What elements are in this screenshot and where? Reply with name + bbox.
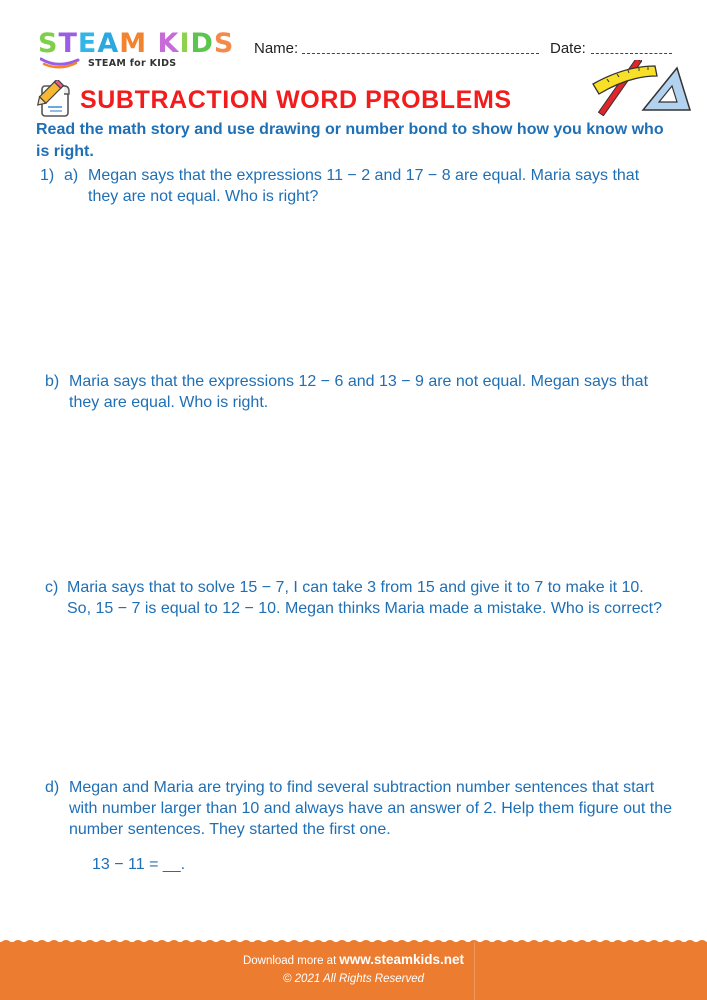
instructions: Read the math story and use drawing or number bond to show how you know who is right. — [36, 121, 664, 160]
question-c — [45, 577, 670, 619]
date-label: Date: — [550, 40, 586, 57]
logo-letter — [147, 30, 157, 58]
question-b — [45, 371, 670, 413]
footer — [0, 942, 707, 1000]
example-equation: 13 − 11 = __. — [92, 856, 186, 873]
question-label: b) — [45, 373, 60, 390]
logo-letter: E — [77, 28, 98, 59]
question-text-content: Megan says that the expressions 11 − 2 and 17 − 8 are equal. Maria says that they are not equal. Who is right? — [88, 167, 640, 205]
logo-wordmark — [38, 30, 234, 58]
name-label: Name: — [254, 40, 299, 57]
page-title: SUBTRACTION WORD PROBLEMS — [80, 86, 512, 114]
logo-letter: M — [119, 28, 148, 59]
logo-tagline: STEAM for KIDS — [88, 58, 177, 69]
copyright: © 2021 All Rights Reserved — [282, 973, 424, 985]
question-label: a) — [64, 167, 79, 184]
logo-swoosh-icon — [40, 57, 80, 69]
logo-letter: T — [58, 28, 78, 59]
name-field[interactable] — [302, 53, 539, 54]
logo-letter: K — [157, 28, 180, 59]
question-label: d) — [45, 779, 60, 796]
worksheet-pencil-icon — [34, 80, 74, 120]
logo-letter: D — [190, 28, 214, 59]
logo-letter: A — [97, 28, 120, 59]
footer-divider — [474, 942, 475, 1000]
site-link[interactable]: www.steamkids.net — [339, 952, 465, 967]
question-text: Maria says that to solve 15 − 7, I can take 3 from 15 and give it to 7 to make it 10. So, 15 − 7 is equal to 12 − 10. Megan thinks Maria made a mistake. Who is correct? — [67, 579, 662, 617]
download-prefix: Download more at — [242, 955, 337, 967]
question-d — [45, 777, 675, 840]
question-label: c) — [45, 579, 59, 596]
footer-download — [0, 952, 707, 967]
question-number: 1) — [40, 167, 55, 184]
question-text: Megan and Maria are trying to find several subtraction number sentences that start with number larger than 10 and always have an answer of 2. Help them figure out the number sentences. They started the first one. — [69, 779, 673, 838]
question-a — [40, 165, 670, 207]
question-text — [40, 165, 670, 207]
logo-letter: I — [179, 28, 191, 59]
logo-letter: S — [213, 28, 235, 59]
question-text: Maria says that the expressions 12 − 6 and 13 − 9 are not equal. Megan says that they are equal. Who is right. — [69, 373, 649, 411]
ruler-pencil-triangle-icon — [585, 60, 695, 116]
steam-kids-logo — [38, 30, 238, 70]
logo-letter: S — [38, 28, 59, 59]
date-field[interactable] — [591, 53, 672, 54]
